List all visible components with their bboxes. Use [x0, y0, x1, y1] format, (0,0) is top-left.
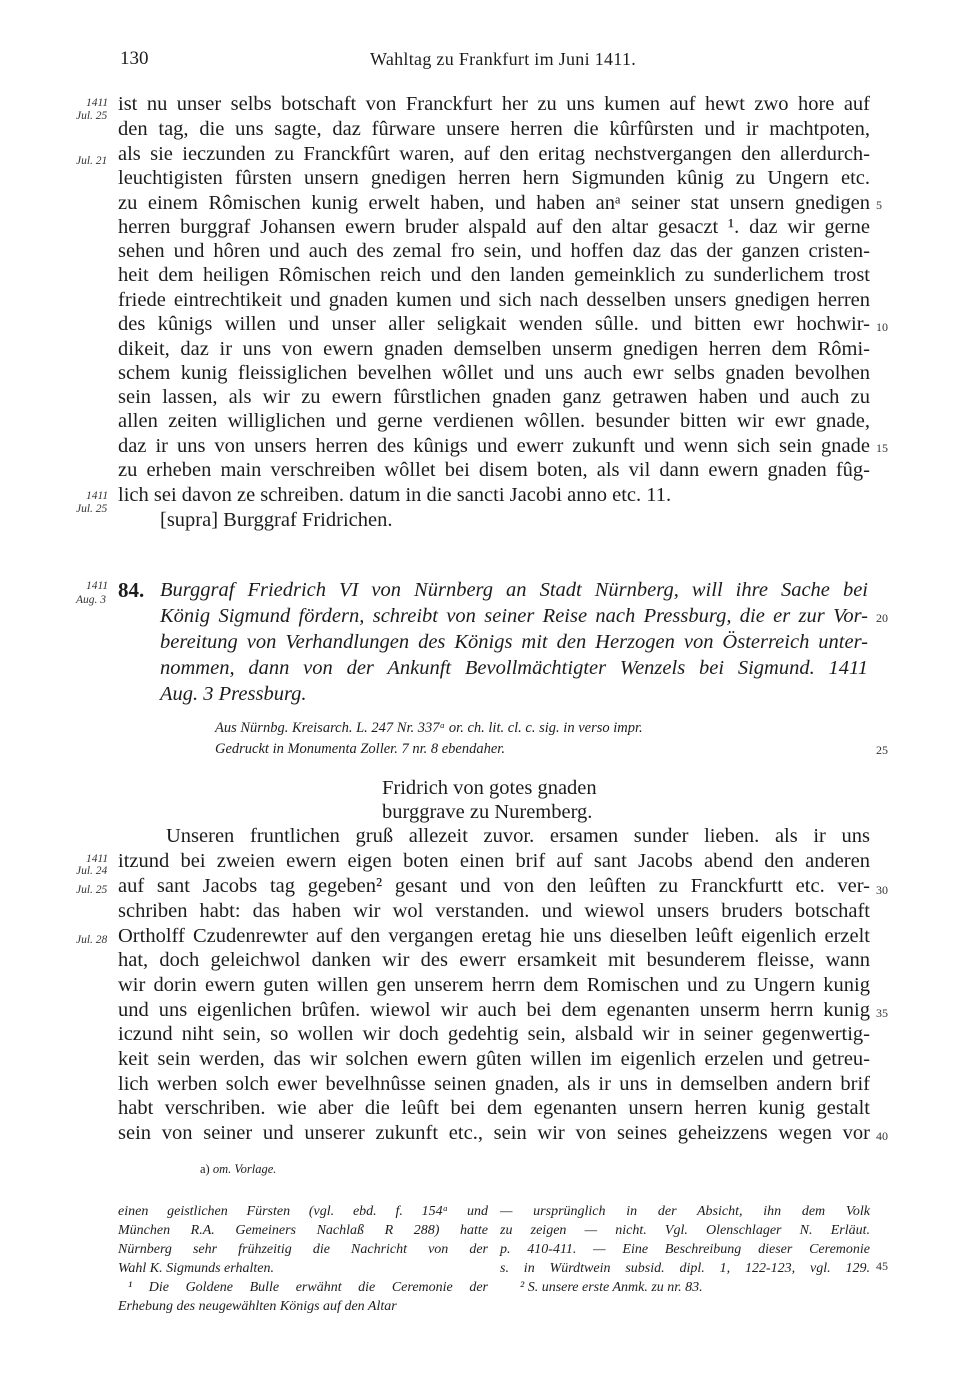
footnote-line: Wahl K. Sigmunds erhalten. [118, 1261, 274, 1276]
line-number: 45 [876, 1259, 888, 1273]
page-header [120, 48, 880, 74]
footnote-line: — ursprünglich in der Absicht, ihn dem Volk [500, 1204, 870, 1219]
apparatus-note [200, 1162, 276, 1177]
text-line: habt verschriben. wie aber die leûft bei dem egenanten unsern herren kunig gestalt [118, 1097, 870, 1119]
margin-date-year: 1411 [86, 853, 109, 865]
text-line: Ortholff Czudenrewter auf den vergangen eretag hie uns dieselben leûft eigenlich erzelt [118, 925, 870, 947]
line-number: 40 [876, 1129, 888, 1143]
line-number: 25 [876, 743, 888, 757]
text-line: lich sei davon ze schreiben. datum in die sancti Jacobi anno etc. 11. [118, 484, 672, 506]
text-line: itzund bei zweien ewern eigen boten einen brif auf sant Jacobs abend den anderen [118, 850, 870, 872]
document-number: 84. [118, 578, 145, 602]
text-line: schem kunig fleissiglichen bevelhen wôllet und uns auch ewr selbs gnaden bevolhen [118, 362, 870, 384]
line-number: 5 [876, 198, 882, 212]
line-number: 35 [876, 1006, 888, 1020]
text-line: herren burggraf Johansen ewern bruder alspald auf den altar gesaczt ¹. daz wir gerne [118, 216, 870, 238]
margin-date: Aug. 3 [76, 594, 107, 606]
footnote-line: p. 410-411. — Eine Beschreibung dieser Ceremonie [500, 1242, 870, 1257]
footnote-line: ¹ Die Goldene Bulle erwähnt die Ceremonie der [128, 1280, 488, 1295]
regest-line: Aug. 3 Pressburg. [160, 683, 307, 705]
footnote-line: München R.A. Gemeiners Nachlaß R 288) hatte [118, 1223, 488, 1238]
margin-date: Jul. 25 [76, 503, 108, 515]
text-line: allen zeiten williglichen und gerne verdienen wôllen. besunder bitten wir ewr gnade, [118, 410, 870, 432]
text-line: iczund niht sein, so wollen wir doch gedehtig sein, alsbald wir in seiner gegenwertig- [118, 1023, 870, 1045]
text-line: heit dem heiligen Rômischen reich und den landen gemeinklich zu sunderlichem trost [118, 264, 870, 286]
salutation-line: Fridrich von gotes gnaden [382, 777, 597, 799]
text-line: als sie ieczunden zu Franckfûrt waren, auf den eritag nechstvergangen den allerdurch- [118, 143, 870, 165]
text-line: keit sein werden, das wir solchen ewern gûten willen im eigenlich erzelen und getreu- [118, 1048, 870, 1070]
regest-line: König Sigmund fördern, schreibt von seiner Reise nach Pressburg, die er zur Vor- [160, 605, 868, 627]
footnote-line: Nürnberg sehr frühzeitig die Nachricht von der [118, 1242, 488, 1257]
regest-line: nommen, dann von der Ankunft Bevollmächtigter Wenzels bei Sigmund. 1411 [160, 657, 868, 679]
margin-date: Jul. 28 [76, 934, 108, 946]
source-line: Aus Nürnbg. Kreisarch. L. 247 Nr. 337ᵃ or. ch. lit. cl. c. sig. in verso impr. [215, 720, 643, 736]
text-line: Unseren fruntlichen gruß allezeit zuvor. ersamen sunder lieben. als ir uns [166, 825, 870, 847]
text-line: und uns eigenlichen brûfen. wiewol wir auch bei dem egenanten unserm herrn kunig [118, 999, 870, 1021]
text-line: daz ir uns von unsers herren des kûnigs und ewerr zukunft und wenn sich sein gnade [118, 435, 870, 457]
footnotes-left-column [118, 1202, 488, 1316]
margin-date: Jul. 24 [76, 865, 108, 877]
margin-date: Jul. 21 [76, 155, 108, 167]
source-line: Gedruckt in Monumenta Zoller. 7 nr. 8 ebendaher. [215, 741, 505, 757]
text-line: sehen und hôren und auch des zemal fro sein, und hoffen daz das der ganzen cristen- [118, 240, 870, 262]
margin-date-year: 1411 [86, 490, 109, 502]
margin-date-year: 1411 [86, 580, 109, 592]
salutation-line: burggrave zu Nuremberg. [382, 801, 593, 823]
closing-line: [supra] Burggraf Fridrichen. [160, 509, 393, 531]
margin-date: Jul. 25 [76, 110, 108, 122]
text-line: des kûnigs willen und unser aller seligkait wenden sûlle. und bitten ewr hochwir- [118, 313, 870, 335]
text-line: den tag, die uns sagte, daz fûrware unsere herren die kûrfûrsten und ir machtpoten, [118, 118, 870, 140]
running-title: Wahltag zu Frankfurt im Juni 1411. [370, 49, 637, 69]
line-number: 30 [876, 883, 888, 897]
footnote-line: ² S. unsere erste Anmk. zu nr. 83. [520, 1280, 703, 1295]
margin-date-year: 1411 [86, 97, 109, 109]
text-line: zu einem Rômischen kunig erwelt haben, und haben anᵃ seiner stat unsern gnedigen [118, 192, 870, 214]
text-line: sein lassen, als wir zu ewern fûrstlichen gnaden ganz getrawen haben und auch zu [118, 386, 870, 408]
text-line: schriben habt: das haben wir wol verstanden. und wiewol unsers bruders botschaft [118, 900, 870, 922]
footnotes-right-column [500, 1202, 870, 1297]
regest-line: bereitung von Verhandlungen des Königs mit den Herzogen von Österreich unter- [160, 631, 868, 653]
apparatus-marker: a) [200, 1162, 210, 1176]
line-number: 15 [876, 441, 888, 455]
margin-date: Jul. 25 [76, 884, 108, 896]
text-line: hat, doch geleichwol danken wir des ewerr ersamkeit mit besunderem fleisse, wann [118, 949, 870, 971]
line-number: 10 [876, 320, 888, 334]
text-line: wir dorin ewern guten willen gen unserem herrn dem Romischen und zu Ungern kunig [118, 974, 870, 996]
line-number: 20 [876, 611, 888, 625]
text-line: sein von seiner und unserer zukunft etc., sein wir von seines geheizzens wegen vor [118, 1122, 870, 1144]
footnote-line: s. in Würdtwein subsid. dipl. 1, 122-123, vgl. 129. [500, 1261, 870, 1276]
apparatus-text: om. Vorlage. [212, 1162, 277, 1176]
text-line: dikeit, daz ir uns von ewern gnaden demselben unserm gnedigen herren dem Rômi- [118, 338, 870, 360]
text-line: leuchtigisten fûrsten unsern gnedigen herren hern Sigmunden kûnig zu Ungern etc. [118, 167, 870, 189]
text-line: ist nu unser selbs botschaft von Franckfurt her zu uns kumen auf hewt zwo hore auf [118, 93, 870, 115]
footnote-line: zu zeigen — nicht. Vgl. Olenschlager N. Erläut. [500, 1223, 870, 1238]
text-line: auf sant Jacobs tag gegeben² gesant und von den leûften zu Franckfurtt etc. ver- [118, 875, 870, 897]
text-line: zu erheben main verschreiben wôllet bei disem boten, als vil dann ewern gnaden fûg- [118, 459, 870, 481]
regest-line: Burggraf Friedrich VI von Nürnberg an Stadt Nürnberg, will ihre Sache bei [160, 579, 868, 601]
footnote-line: Erhebung des neugewählten Königs auf den Altar [118, 1299, 397, 1314]
footnote-line: einen geistlichen Fürsten (vgl. ebd. f. 154ᵃ und [118, 1204, 488, 1219]
page-number: 130 [120, 48, 149, 69]
text-line: lich werben solch ewer bevelhnûsse seinen gnaden, als ir uns in demselben andern brif [118, 1073, 870, 1095]
text-line: friede eintrechtikeit und gnaden kumen und sich nach desselben unsers gnedigen herren [118, 289, 870, 311]
